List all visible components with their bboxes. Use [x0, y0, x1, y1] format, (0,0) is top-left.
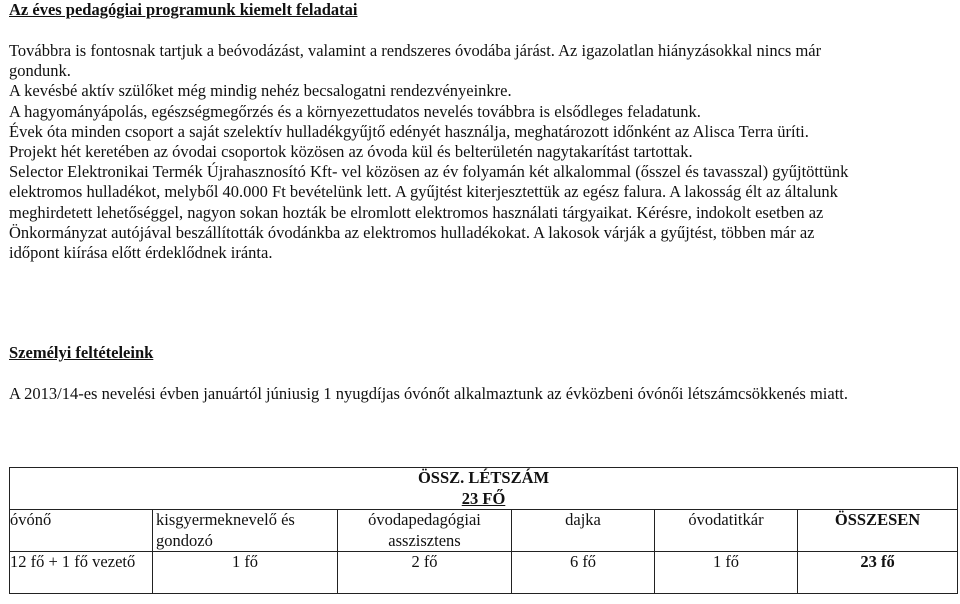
table-header-cell: óvodapedagógiai asszisztens	[338, 510, 512, 552]
staff-table	[9, 467, 958, 594]
paragraph-line: meghirdetett lehetőséggel, nagyon sokan hozták be elromlott elektromos használati tárgyaikat. Kérésre, indokolt esetben az	[9, 202, 824, 222]
table-value-cell: 2 fő	[338, 552, 512, 594]
paragraph-line: gondunk.	[9, 61, 71, 81]
personnel-paragraph: A 2013/14-es nevelési évben januártól júniusig 1 nyugdíjas óvónőt alkalmaztunk az évközbeni óvónői létszámcsökkenés miatt.	[9, 384, 849, 403]
paragraph-line: Selector Elektronikai Termék Újrahasznosító Kft- vel közösen az év folyamán két alkalommal (ősszel és tavasszal) gyűjtöttünk	[9, 162, 849, 182]
paragraph-line: A hagyományápolás, egészségmegőrzés és a környezettudatos nevelés továbbra is elsődleges feladatunk.	[9, 101, 701, 121]
paragraph-line: időpont kiírása előtt érdeklődnek iránta.	[9, 243, 273, 263]
table-row	[10, 510, 958, 552]
paragraph-line: elektromos hulladékot, melyből 40.000 Ft bevételünk lett. A gyűjtést kiterjesztettük az egész falura. A lakosság élt az általunk	[9, 182, 838, 202]
table-header-cell: dajka	[512, 510, 655, 552]
total-value: 23 FŐ	[461, 488, 506, 508]
section-heading-programme: Az éves pedagógiai programunk kiemelt feladatai	[9, 0, 358, 19]
table-row	[10, 552, 958, 594]
paragraph-line: Önkormányzat autójával beszállították óvodánkba az elektromos hulladékokat. A lakosok várják a gyűjtést, többen már az	[9, 222, 815, 242]
total-label: ÖSSZ. LÉTSZÁM	[417, 468, 550, 487]
table-header-cell: kisgyermeknevelő és gondozó	[153, 510, 338, 552]
total-header-cell	[10, 468, 958, 510]
table-header-cell: ÖSSZESEN	[798, 510, 958, 552]
programme-paragraph	[9, 41, 955, 263]
paragraph-line: Projekt hét keretében az óvodai csoportok közösen az óvoda kül és belterületén nagytakarítást tartottak.	[9, 142, 693, 162]
table-row	[10, 468, 958, 510]
table-value-cell: 1 fő	[655, 552, 798, 594]
paragraph-line: Továbbra is fontosnak tartjuk a beóvodázást, valamint a rendszeres óvodába járást. Az igazolatlan hiányzásokkal nincs már	[9, 41, 822, 60]
table-value-cell: 6 fő	[512, 552, 655, 594]
table-header-cell: óvodatitkár	[655, 510, 798, 552]
paragraph-line: A kevésbé aktív szülőket még mindig nehéz becsalogatni rendezvényeinkre.	[9, 81, 512, 101]
table-header-cell: óvónő	[10, 510, 153, 552]
section-heading-personnel: Személyi feltételeink	[9, 343, 154, 362]
table-value-cell: 12 fő + 1 fő vezető	[10, 552, 153, 594]
paragraph-line: Évek óta minden csoport a saját szelektív hulladékgyűjtő edényét használja, meghatározott időnként az Alisca Terra üríti.	[9, 121, 809, 141]
table-value-cell: 1 fő	[153, 552, 338, 594]
table-value-cell: 23 fő	[798, 552, 958, 594]
